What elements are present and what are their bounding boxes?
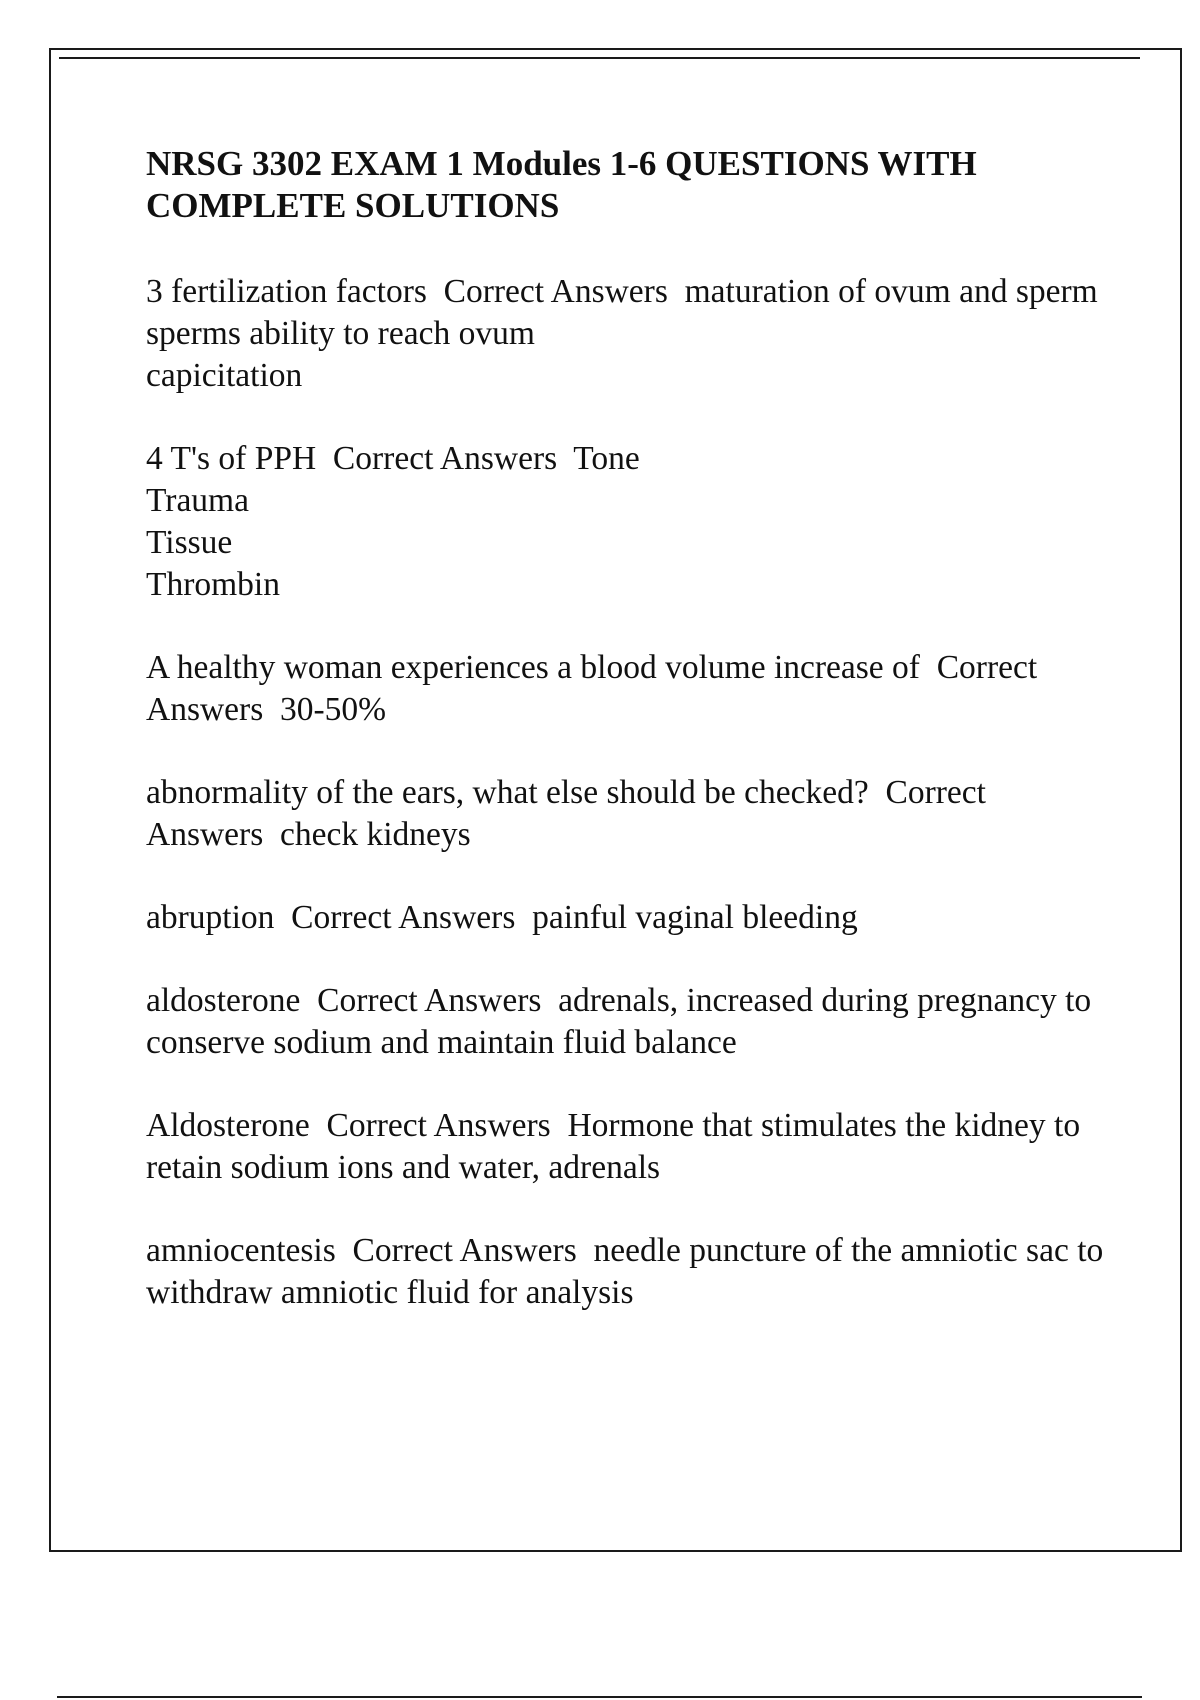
qa-item-ear-abnormality [146,772,1106,856]
qa-item-aldosterone-upper [146,1105,1106,1189]
qa-item-amniocentesis [146,1230,1106,1314]
qa-separator: Correct Answers [146,774,993,853]
qa-separator: Correct Answers [426,273,685,310]
qa-term: A healthy woman experiences a blood volume increase of [146,649,920,686]
qa-answer: Hormone that stimulates the kidney to retain sodium ions and water, adrenals [146,1107,1081,1186]
qa-term: abruption [146,899,275,936]
qa-answer: check kidneys [279,816,471,853]
document-content [146,143,1106,1355]
qa-term: Aldosterone [146,1107,310,1144]
qa-answer: painful vaginal bleeding [532,899,858,936]
qa-separator: Correct Answers [274,899,533,936]
top-rule [59,57,1140,59]
qa-item-abruption [146,897,1106,939]
bottom-rule [57,1696,1142,1698]
qa-item-4-ts-of-pph [146,438,1106,606]
qa-answer-line: Thrombin [146,566,280,603]
qa-answer-line: capicitation [146,357,303,394]
qa-list [146,271,1106,1314]
qa-answer: adrenals, increased during pregnancy to conserve sodium and maintain fluid balance [146,982,1092,1061]
qa-separator: Correct Answers [316,440,574,477]
document-title: NRSG 3302 EXAM 1 Modules 1-6 QUESTIONS WITH COMPLETE SOLUTIONS [146,144,977,225]
qa-answer: needle puncture of the amniotic sac to withdraw amniotic fluid for analysis [146,1232,1104,1311]
qa-separator: Correct Answers [309,1107,568,1144]
qa-item-blood-volume [146,647,1106,731]
qa-term: 3 fertilization factors [146,273,427,310]
qa-answer-line: Tissue [146,524,233,561]
qa-term: amniocentesis [146,1232,336,1269]
qa-item-fertilization-factors [146,271,1106,397]
qa-answer: Tone [573,440,640,477]
qa-term: abnormality of the ears, what else should be checked? [146,774,869,811]
qa-term: aldosterone [146,982,301,1019]
qa-item-aldosterone-lower [146,980,1106,1064]
qa-answer: maturation of ovum and sperm [684,273,1098,310]
qa-separator: Correct Answers [300,982,559,1019]
qa-separator: Correct Answers [335,1232,594,1269]
qa-term: 4 T's of PPH [146,440,317,477]
qa-separator: Correct Answers [146,649,1044,728]
qa-answer-line: sperms ability to reach ovum [146,315,535,352]
qa-answer-line: Trauma [146,482,249,519]
qa-answer: 30-50% [279,691,387,728]
